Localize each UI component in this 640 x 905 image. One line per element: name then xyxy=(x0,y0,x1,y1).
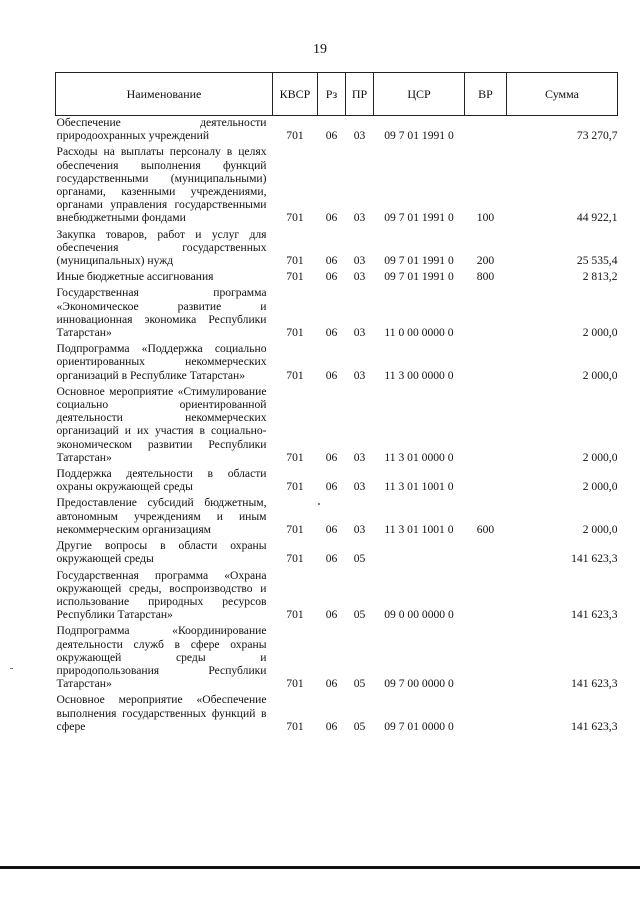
row-sum: 2 000,0 xyxy=(582,522,618,536)
row-kvsr: 701 xyxy=(286,719,304,733)
row-rz: 06 xyxy=(325,719,338,733)
row-csr: 11 0 00 0000 0 xyxy=(384,326,454,340)
scan-speck xyxy=(318,503,320,505)
row-vr xyxy=(465,464,507,493)
row-name: Государственная программа «Охрана окружающей среды, воспроизводство и использование природных ресурсов Республики Татарстан» xyxy=(56,568,267,622)
row-kvsr: 701 xyxy=(286,522,304,536)
row-kvsr: 701 xyxy=(286,368,304,382)
row-csr: 11 3 00 0000 0 xyxy=(384,368,454,382)
table-body xyxy=(56,116,618,733)
row-kvsr: 701 xyxy=(286,450,304,464)
row-name: Основное мероприятие «Стимулирование социально ориентированной деятельности некоммерческих организаций и их участия в социально-экономическом развитии Республики Татарстан» xyxy=(56,384,267,464)
scan-speck xyxy=(10,668,13,669)
row-vr xyxy=(465,690,507,733)
row-rz: 06 xyxy=(325,129,338,143)
row-name: Расходы на выплаты персоналу в целях обеспечения выполнения функций государственными (муниципальными) органами, казенными учреждениями, органами управления государственными внебюджетными фондами xyxy=(56,145,267,225)
table-row xyxy=(56,536,618,565)
row-csr: 11 3 01 0000 0 xyxy=(384,450,454,464)
row-pr: 03 xyxy=(353,480,366,494)
column-header-sum: Сумма xyxy=(507,73,618,116)
row-sum: 141 623,3 xyxy=(571,677,618,691)
row-rz: 06 xyxy=(325,326,338,340)
row-pr: 03 xyxy=(353,254,366,268)
row-kvsr: 701 xyxy=(286,211,304,225)
row-pr: 03 xyxy=(353,450,366,464)
table-row xyxy=(56,382,618,464)
table-row xyxy=(56,621,618,690)
row-rz: 06 xyxy=(325,368,338,382)
row-rz: 06 xyxy=(325,608,338,622)
column-header-kvsr: КВСР xyxy=(273,73,318,116)
row-vr: 100 xyxy=(476,211,495,225)
row-pr: 03 xyxy=(353,129,366,143)
row-vr xyxy=(465,566,507,622)
row-rz: 06 xyxy=(325,480,338,494)
row-sum: 141 623,3 xyxy=(571,608,618,622)
row-name: Предоставление субсидий бюджетным, автономным учреждениям и иным некоммерческим организациям xyxy=(56,496,267,536)
row-kvsr: 701 xyxy=(286,480,304,494)
table-row xyxy=(56,283,618,339)
row-kvsr: 701 xyxy=(286,129,304,143)
page-bottom-border xyxy=(0,866,640,869)
row-kvsr: 701 xyxy=(286,608,304,622)
row-rz: 06 xyxy=(325,552,338,566)
row-csr: 09 7 01 1991 0 xyxy=(384,270,454,284)
row-pr: 03 xyxy=(353,270,366,284)
row-rz: 06 xyxy=(325,254,338,268)
row-name: Поддержка деятельности в области охраны окружающей среды xyxy=(56,467,267,494)
column-header-rz: Рз xyxy=(318,73,346,116)
table-row xyxy=(56,142,618,224)
row-name: Подпрограмма «Поддержка социально ориентированных некоммерческих организаций в Республике Татарстан» xyxy=(56,342,267,382)
row-rz: 06 xyxy=(325,450,338,464)
row-name: Закупка товаров, работ и услуг для обеспечения государственных (муниципальных) нужд xyxy=(56,227,267,268)
row-sum: 2 000,0 xyxy=(582,368,618,382)
row-rz: 06 xyxy=(325,522,338,536)
page-number: 19 xyxy=(313,42,327,57)
row-vr xyxy=(465,621,507,690)
row-vr xyxy=(465,339,507,382)
row-vr xyxy=(465,382,507,464)
row-name: Подпрограмма «Координирование деятельности служб в сфере охраны окружающей среды и природопользования Республики Татарстан» xyxy=(56,624,267,691)
row-rz: 06 xyxy=(325,211,338,225)
row-pr: 03 xyxy=(353,326,366,340)
column-header-vr: ВР xyxy=(465,73,507,116)
row-pr: 05 xyxy=(353,608,366,622)
row-name: Обеспечение деятельности природоохранных учреждений xyxy=(56,116,267,143)
row-vr xyxy=(465,283,507,339)
table-row xyxy=(56,267,618,283)
row-csr: 09 7 00 0000 0 xyxy=(384,677,454,691)
table-row xyxy=(56,339,618,382)
table-header xyxy=(56,73,618,116)
row-csr: 09 7 01 1991 0 xyxy=(384,129,454,143)
row-pr: 05 xyxy=(353,552,366,566)
row-kvsr: 701 xyxy=(286,326,304,340)
row-name: Государственная программа «Экономическое развитие и инновационная экономика Республики Татарстан» xyxy=(56,286,267,340)
row-vr xyxy=(465,536,507,565)
table-row xyxy=(56,566,618,622)
row-kvsr: 701 xyxy=(286,552,304,566)
row-csr: 11 3 01 1001 0 xyxy=(384,522,454,536)
row-sum: 2 000,0 xyxy=(582,326,618,340)
row-csr: 09 7 01 0000 0 xyxy=(384,719,454,733)
row-sum: 2 000,0 xyxy=(582,450,618,464)
row-csr: 11 3 01 1001 0 xyxy=(384,480,454,494)
budget-table xyxy=(55,72,618,733)
table-row xyxy=(56,493,618,536)
row-sum: 25 535,4 xyxy=(576,254,618,268)
table-row xyxy=(56,225,618,268)
row-rz: 06 xyxy=(325,677,338,691)
row-kvsr: 701 xyxy=(286,254,304,268)
table-row xyxy=(56,690,618,733)
row-vr xyxy=(465,116,507,143)
row-rz: 06 xyxy=(325,270,338,284)
row-name: Другие вопросы в области охраны окружающей среды xyxy=(56,539,267,566)
row-name: Иные бюджетные ассигнования xyxy=(56,270,214,284)
row-sum: 2 813,2 xyxy=(582,270,618,284)
row-name: Основное мероприятие «Обеспечение выполнения государственных функций в сфере xyxy=(56,693,267,733)
table-row xyxy=(56,464,618,493)
column-header-csr: ЦСР xyxy=(374,73,465,116)
row-sum: 141 623,3 xyxy=(571,719,618,733)
column-header-pr: ПР xyxy=(346,73,374,116)
row-vr: 800 xyxy=(476,270,495,284)
row-csr: 09 7 01 1991 0 xyxy=(384,211,454,225)
row-csr xyxy=(374,536,465,565)
column-header-name: Наименование xyxy=(56,73,273,116)
row-sum: 44 922,1 xyxy=(576,211,618,225)
row-vr: 600 xyxy=(476,522,495,536)
row-sum: 2 000,0 xyxy=(582,480,618,494)
row-kvsr: 701 xyxy=(286,677,304,691)
table-row xyxy=(56,116,618,143)
row-csr: 09 0 00 0000 0 xyxy=(384,608,454,622)
row-pr: 03 xyxy=(353,211,366,225)
row-sum: 73 270,7 xyxy=(576,129,618,143)
row-vr: 200 xyxy=(476,254,495,268)
row-csr: 09 7 01 1991 0 xyxy=(384,254,454,268)
row-kvsr: 701 xyxy=(286,270,304,284)
row-sum: 141 623,3 xyxy=(571,552,618,566)
row-pr: 03 xyxy=(353,368,366,382)
row-pr: 03 xyxy=(353,522,366,536)
row-pr: 05 xyxy=(353,677,366,691)
row-pr: 05 xyxy=(353,719,366,733)
